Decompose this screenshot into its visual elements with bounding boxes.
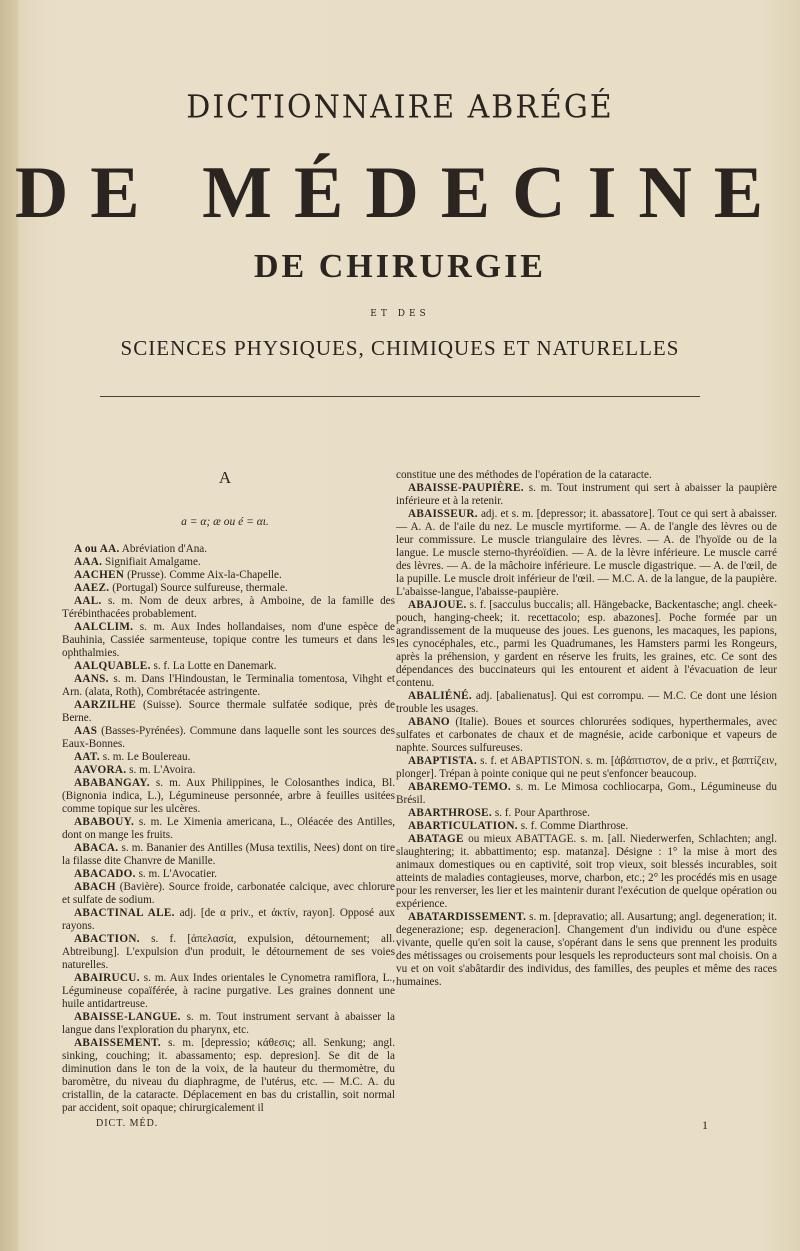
entry-headword: ABAISSE-LANGUE. xyxy=(74,1011,181,1023)
entry-definition: s. m. Nom de deux arbres, à Amboine, de la famille des Térébinthacées probablement. xyxy=(62,595,396,620)
entry-headword: AAL. xyxy=(74,595,102,607)
entry-definition: s. m. Le Boulereau. xyxy=(102,751,191,763)
entry-headword: ABACTION. xyxy=(74,933,140,945)
entry-definition: s. m. [depressio; κάθεσις; all. Senkung; angl. sinking, couching; it. abassamento; esp. depresion]. Se dit de la diminution dans le ton de la voix, de la hauteur du thermomètre, du baromètre, du niveau du diaphragme, de l'utérus, etc. — M.C. A. du cristallin, de la cataracte. Déplacement en bas du cristallin, soit normal par accident, soit opaque; chirurgicalement il xyxy=(62,1037,396,1114)
entry-headword: ABACTINAL ALE. xyxy=(74,907,175,919)
dictionary-entry xyxy=(62,907,395,933)
entry-definition: s. m. Tout instrument qui sert à abaisser la paupière inférieure et à la retenir. xyxy=(396,482,778,507)
dictionary-entry xyxy=(62,881,395,907)
entry-definition: s. f. Pour Aparthrose. xyxy=(494,807,590,819)
entry-definition: (Suisse). Source thermale sulfatée sodique, près de Berne. xyxy=(62,699,395,724)
dictionary-entry xyxy=(396,833,777,911)
dictionary-entry xyxy=(62,621,395,660)
page-number: 1 xyxy=(702,1118,709,1132)
title-line-1: DICTIONNAIRE ABRÉGÉ xyxy=(186,89,614,126)
dictionary-entry xyxy=(62,751,395,764)
section-letter: A xyxy=(218,468,232,487)
entry-headword: ABAJOUE. xyxy=(408,599,467,611)
entry-definition: s. m. L'Avoira. xyxy=(129,764,196,776)
entry-headword: AARZILHE xyxy=(74,699,137,711)
dictionary-entry xyxy=(62,725,395,751)
entry-definition: Abréviation d'Ana. xyxy=(121,543,208,555)
title-line-4: ET DES xyxy=(370,309,430,319)
dictionary-entry xyxy=(62,816,395,842)
dictionary-entry xyxy=(396,469,777,482)
entry-headword: ABABANGAY. xyxy=(74,777,150,789)
entry-headword: AAA. xyxy=(74,556,103,568)
entry-definition: s. m. Aux Philippines, le Colosanthes indica, Bl. (Bignonia indica, L.), Légumineuse personnée, arbre à feuilles usitées comme topique sur les ulcères. xyxy=(62,777,395,815)
title-line-2: DE MÉDECINE xyxy=(14,152,786,234)
dictionary-entry xyxy=(62,842,395,868)
dictionary-entry xyxy=(396,508,777,599)
entry-definition: s. m. Aux Indes hollandaises, nom d'une espèce de Bauhinia, Cassiée sarmenteuse, topique contre les tumeurs et dans les ophthalmies. xyxy=(62,621,395,659)
dictionary-entry xyxy=(62,933,395,972)
dictionary-entry xyxy=(62,1037,395,1115)
entry-headword: ABACH xyxy=(74,881,116,893)
entry-headword: AALQUABLE. xyxy=(74,660,151,672)
dictionary-entry xyxy=(62,569,395,582)
entry-headword: ABAISSE-PAUPIÈRE. xyxy=(408,482,524,494)
dictionary-entry xyxy=(396,911,777,989)
entry-headword: ABATARDISSEMENT. xyxy=(408,911,527,923)
entry-headword: ABAREMO-TEMO. xyxy=(408,781,512,793)
printer-signature: DICT. MÉD. xyxy=(96,1118,159,1129)
entry-definition: s. m. Le Ximenia americana, L., Oléacée des Antilles, dont on mange les fruits. xyxy=(62,816,395,841)
entry-headword: ABAIRUCU. xyxy=(74,972,140,984)
entry-headword: ABACADO. xyxy=(74,868,136,880)
entry-headword: ABAISSEUR. xyxy=(408,508,478,520)
entry-headword: A ou AA. xyxy=(74,543,120,555)
dictionary-entry xyxy=(62,595,395,621)
dictionary-entry xyxy=(396,781,777,807)
entry-definition: Signifiait Amalgame. xyxy=(105,556,201,568)
entry-headword: AAEZ. xyxy=(74,582,110,594)
entry-definition: s. m. Tout instrument servant à abaisser la langue dans l'exploration du pharynx, etc. xyxy=(62,1011,396,1036)
entry-headword: ABALIÉNÉ. xyxy=(408,690,472,702)
dictionary-entry xyxy=(62,660,395,673)
entry-headword: ABARTHROSE. xyxy=(408,807,493,819)
entry-definition: (Prusse). Comme Aix-la-Chapelle. xyxy=(127,569,282,581)
entry-headword: ABABOUY. xyxy=(74,816,135,828)
dictionary-entry xyxy=(396,482,777,508)
dictionary-entry xyxy=(62,543,395,556)
entry-definition: s. f. [sacculus buccalis; all. Hängebacke, Backentasche; angl. cheek-pouch, hanging-cheek; it. recettacolo; esp. abazones]. Poche formée par un agrandissement de la muqueuse des joues. Les guenons, les macaques, les papions, les cynocéphales, etc., parmi les Quadrumanes, les Hamsters parmi les Rongeurs, après la préhension, y gardent en réserve les fruits, les graines, etc. Ce sont des dépendances des buccinateurs qui les entourent et aident à l'évacuation de leur contenu. xyxy=(396,599,778,689)
entry-headword: ABAPTISTA. xyxy=(408,755,477,767)
dictionary-entry xyxy=(396,599,777,690)
dictionary-entry xyxy=(62,777,395,816)
dictionary-entry xyxy=(396,716,777,755)
entry-definition: s. m. Le Mimosa cochliocarpa, Gom., Légumineuse du Brésil. xyxy=(396,781,777,806)
entry-definition: s. f. Comme Diarthrose. xyxy=(520,820,629,832)
entry-definition: constitue une des méthodes de l'opération de la cataracte. xyxy=(396,469,652,481)
dictionary-entry xyxy=(62,699,395,725)
dictionary-entry xyxy=(62,972,395,1011)
entry-headword: ABARTICULATION. xyxy=(408,820,518,832)
entry-headword: AALCLIM. xyxy=(74,621,134,633)
dictionary-entry xyxy=(396,755,777,781)
entry-definition: s. m. L'Avocatier. xyxy=(138,868,218,880)
entry-headword: ABAISSEMENT. xyxy=(74,1037,162,1049)
entry-definition: adj. [abalienatus]. Qui est corrompu. — M.C. Ce dont une lésion trouble les usages. xyxy=(396,690,777,715)
dictionary-entry xyxy=(62,673,395,699)
entry-definition: (Basses-Pyrénées). Commune dans laquelle sont les sources des Eaux-Bonnes. xyxy=(62,725,395,750)
dictionary-entry xyxy=(62,556,395,569)
dictionary-entry xyxy=(62,764,395,777)
dictionary-entry xyxy=(62,868,395,881)
entry-definition: s. m. [depravatio; all. Ausartung; angl. degeneration; it. degenerazione; esp. degeneracion]. Changement d'un individu ou d'une espèce vivante, quelle qu'en soit la cause, s'opérant dans le sens que prennent les produits des métissages ou croisements pour lesquels les reproducteurs sont mal choisis. On a vu et on voit s'abâtardir des individus, des familles, des peuples et même des races humaines. xyxy=(396,911,778,988)
entry-definition: (Italie). Boues et sources chlorurées sodiques, hyperthermales, avec sulfates et carbonates de chaux et de magnésie, acide carbonique et vapeurs de naphte. Sources sulfureuses. xyxy=(396,716,777,754)
title-line-5: SCIENCES PHYSIQUES, CHIMIQUES ET NATURELLES xyxy=(120,336,680,360)
entry-headword: ABATAGE xyxy=(408,833,464,845)
header-rule xyxy=(100,396,700,397)
entry-definition: (Portugal) Source sulfureuse, thermale. xyxy=(112,582,288,594)
entry-definition: s. f. et ABAPTISTON. s. m. [ἀβάπτιστον, de α priv., et βαπτίζειν, plonger]. Trépan à pointe conique qui ne peut s'enfoncer beaucoup. xyxy=(396,755,778,780)
entry-definition: s. f. La Lotte en Danemark. xyxy=(153,660,277,672)
dictionary-entry xyxy=(62,582,395,595)
dictionary-entry xyxy=(62,1011,395,1037)
entry-definition: ou mieux ABATTAGE. s. m. [all. Niederwerfen, Schlachten; angl. slaughtering; it. abbattimento; esp. matanza]. Désigne : 1° la mise à mort des animaux domestiques ou en captivité, soit trop vieux, soit blessés incurables, soit atteints de maladies contagieuses, morve, charbon, etc.; 2° les procédés mis en usage pour les renverser, les lier et les maintenir durant l'exécution de quelque opération ou expérience. xyxy=(396,833,777,910)
entry-headword: AAVORA. xyxy=(74,764,127,776)
entry-headword: ABANO xyxy=(408,716,450,728)
entry-definition: s. f. [ἀπελασία, expulsion, détournement; all. Abtreibung]. L'expulsion d'un produit, le détournement de ses voies naturelles. xyxy=(62,933,396,971)
right-column xyxy=(396,469,777,989)
title-line-3: DE CHIRURGIE xyxy=(254,248,546,285)
entry-definition: adj. et s. m. [depressor; it. abassatore]. Tout ce qui sert à abaisser. — A. A. de l'aile du nez. Le muscle myrtiforme. — A. de l'angle des lèvres ou de leur commissure. Le muscle triangulaire des lèvres. — A. de l'hyoïde ou de la langue. Le muscle sterno-thyréoïdien. — A. de la lèvre inférieure. Le muscle carré des lèvres. — A. de la mâchoire inférieure. Le muscle digastrique. — A. de l'œil, de la pupille. Le muscle droit inférieur de l'œil. — M.C. A. de la langue, de la paupière. L'abaisse-langue, l'abaisse-paupière. xyxy=(396,508,777,598)
dictionary-entry xyxy=(396,820,777,833)
entry-headword: AAT. xyxy=(74,751,100,763)
dictionary-entry xyxy=(396,807,777,820)
entry-headword: AACHEN xyxy=(74,569,125,581)
entry-headword: AAS xyxy=(74,725,98,737)
entry-definition: adj. [de α priv., et ἀκτίν, rayon]. Opposé aux rayons. xyxy=(62,907,396,932)
left-column xyxy=(62,543,395,1115)
entry-definition: s. m. Dans l'Hindoustan, le Terminalia tomentosa, Vihght et Arn. (alata, Roth), Combrétacée astringente. xyxy=(62,673,395,698)
entry-definition: (Bavière). Source froide, carbonatée calcique, avec chlorure et sulfate de sodium. xyxy=(62,881,395,906)
entry-headword: AANS. xyxy=(74,673,109,685)
entry-headword: ABACA. xyxy=(74,842,119,854)
alphabet-note: a = α; æ ou é = αι. xyxy=(181,516,269,528)
entry-definition: s. m. Bananier des Antilles (Musa textilis, Nees) dont on tire la filasse dite Chanvre de Manille. xyxy=(62,842,395,867)
dictionary-entry xyxy=(396,690,777,716)
entry-definition: s. m. Aux Indes orientales le Cynometra ramiflora, L., Légumineuse copaïférée, à racine purgative. Les graines donnent une huile antidartreuse. xyxy=(62,972,395,1010)
